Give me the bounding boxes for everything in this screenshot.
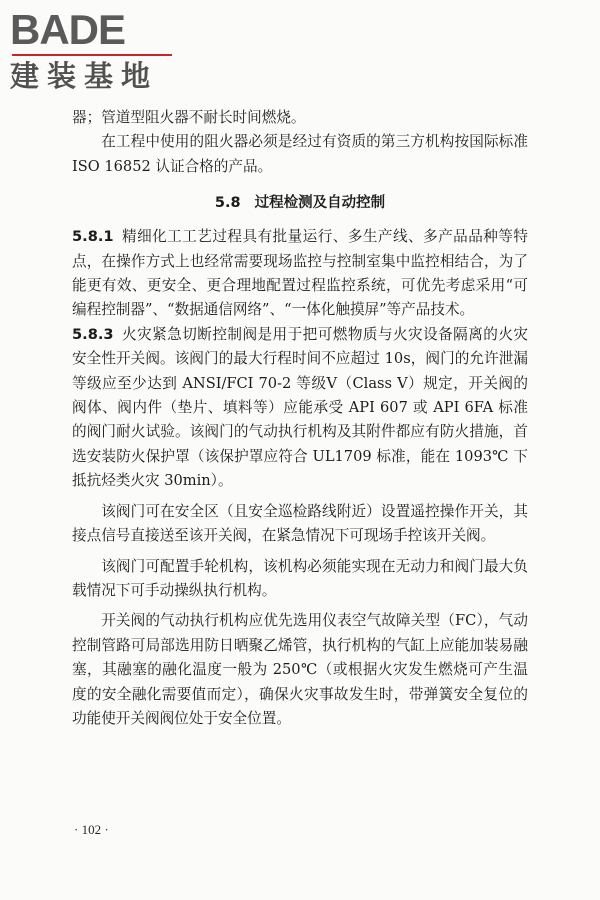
section-number: 5.8	[214, 195, 241, 212]
clause-number: 5.8.3	[72, 325, 114, 343]
body-paragraph: 该阀门可配置手轮机构，该机构必须能实现在无动力和阀门最大负载情况下可手动操纵执行机构。	[72, 557, 528, 599]
body-paragraph: 开关阀的气动执行机构应优先选用仪表空气故障关型（FC），气动控制管路可局部选用防日晒聚乙烯管，执行机构的气缸上应能加装易融塞，其融塞的融化温度一般为 250℃（或根据火灾发生燃烧可产生温度的安全融化需要值而定），确保火灾事故发生时，带弹簧安全复位的功能使开关阀阀位处于安全位置。	[72, 612, 528, 727]
clause-text: 精细化工工艺过程具有批量运行、多生产线、多产品品种等特点，在操作方式上也经常需要现场监控与控制室集中监控相结合，为了能更有效、更安全、更合理地配置过程监控系统，可优先考虑采用“可编程控制器”、“数据通信网络”、“一体化触摸屏”等产品技术。	[72, 228, 528, 319]
clause-5-8-1	[72, 225, 528, 323]
section-title: 过程检测及自动控制	[254, 195, 386, 212]
page-body	[72, 106, 528, 731]
logo-divider	[12, 54, 172, 56]
logo-latin-text: BADE	[10, 6, 126, 53]
body-paragraph: 该阀门可在安全区（且安全巡检路线附近）设置遥控操作开关，其接点信号直接送至该开关阀，在紧急情况下可现场手控该开关阀。	[72, 502, 528, 545]
intro-paragraph: 在工程中使用的阻火器必须是经过有资质的第三方机构按国际标准 ISO 16852 认证合格的产品。	[72, 133, 528, 175]
clause-number: 5.8.1	[72, 228, 114, 246]
section-heading	[72, 191, 528, 215]
clause-text: 火灾紧急切断控制阀是用于把可燃物质与火灾设备隔离的火灾安全性开关阀。该阀门的最大行程时间不应超过 10s，阀门的允许泄漏等级应至少达到 ANSI/FCI 70-2 等级Ⅴ（Class Ⅴ）规定，开关阀的阀体、阀内件（垫片、填料等）应能承受 API 607 或 API 6FA 标准的阀门耐火试验。该阀门的气动执行机构及其附件都应有防火措施，首选安装防火保护罩（该保护罩应符合 UL1709 标准，能在 1093℃ 下抵抗烃类火灾 30min）。	[72, 325, 528, 490]
continuation-line: 器；管道型阻火器不耐长时间燃烧。	[72, 109, 306, 126]
page-number: · 102 ·	[74, 822, 109, 837]
clause-5-8-3	[72, 323, 528, 494]
logo-chinese-text: 建装基地	[10, 59, 159, 93]
site-logo	[10, 6, 175, 93]
